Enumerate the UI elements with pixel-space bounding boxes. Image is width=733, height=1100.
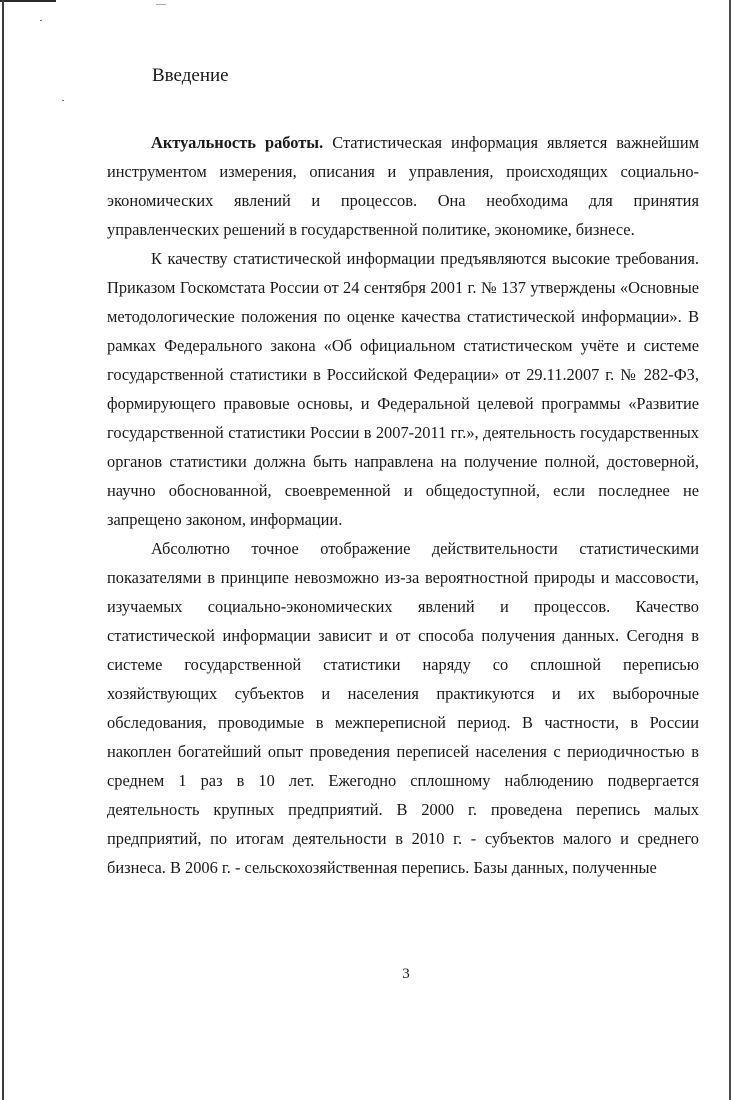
- paragraph-relevance: [107, 128, 699, 244]
- scan-border-left: [2, 0, 4, 1100]
- scan-border-top: [0, 0, 56, 2]
- document-body: [107, 128, 699, 882]
- paragraph-text: Статистическая информация является важнейшим инструментом измерения, описания и управления, происходящих социально-экономических явлений и процессов. Она необходима для принятия управленческих решений в государственной политике, экономике, бизнесе.: [107, 133, 699, 239]
- scan-border-right: [729, 0, 731, 1100]
- page-title: Введение: [152, 65, 229, 86]
- paragraph-text: Абсолютно точное отображение действительности статистическими показателями в принципе невозможно из-за вероятностной природы и массовости, изучаемых социально-экономических явлений и процессов. Качество статистической информации зависит и от способа получения данных. Сегодня в системе государственной статистики наряду со сплошной переписью хозяйствующих субъектов и населения практикуются и их выборочные обследования, проводимые в межпереписной период. В частности, в России накоплен богатейший опыт проведения переписей населения с периодичностью в среднем 1 раз в 10 лет. Ежегодно сплошному наблюдению подвергается деятельность крупных предприятий. В 2000 г. проведена перепись малых предприятий, по итогам деятельности в 2010 г. - субъектов малого и среднего бизнеса. В 2006 г. - сельскохозяйственная перепись. Базы данных, полученные: [107, 539, 699, 877]
- paragraph-text: К качеству статистической информации предъявляются высокие требования. Приказом Госкомстата России от 24 сентября 2001 г. № 137 утверждены «Основные методологические положения по оценке качества статистической информации». В рамках Федерального закона «Об официальном статистическом учёте и системе государственной статистики в Российской Федерации» от 29.11.2007 г. № 282-ФЗ, формирующего правовые основы, и Федеральной целевой программы «Развитие государственной статистики России в 2007-2011 гг.», деятельность государственных органов статистики должна быть направлена на получение полной, достоверной, научно обоснованной, своевременной и общедоступной, если последнее не запрещено законом, информации.: [107, 249, 699, 529]
- paragraph-quality-requirements: [107, 244, 699, 534]
- page-number: 3: [402, 966, 410, 982]
- scan-speck: [40, 20, 42, 21]
- scan-speck: [62, 100, 64, 101]
- scan-speck: [156, 4, 166, 5]
- paragraph-data-accuracy: [107, 534, 699, 882]
- paragraph-lead: Актуальность работы.: [151, 133, 324, 152]
